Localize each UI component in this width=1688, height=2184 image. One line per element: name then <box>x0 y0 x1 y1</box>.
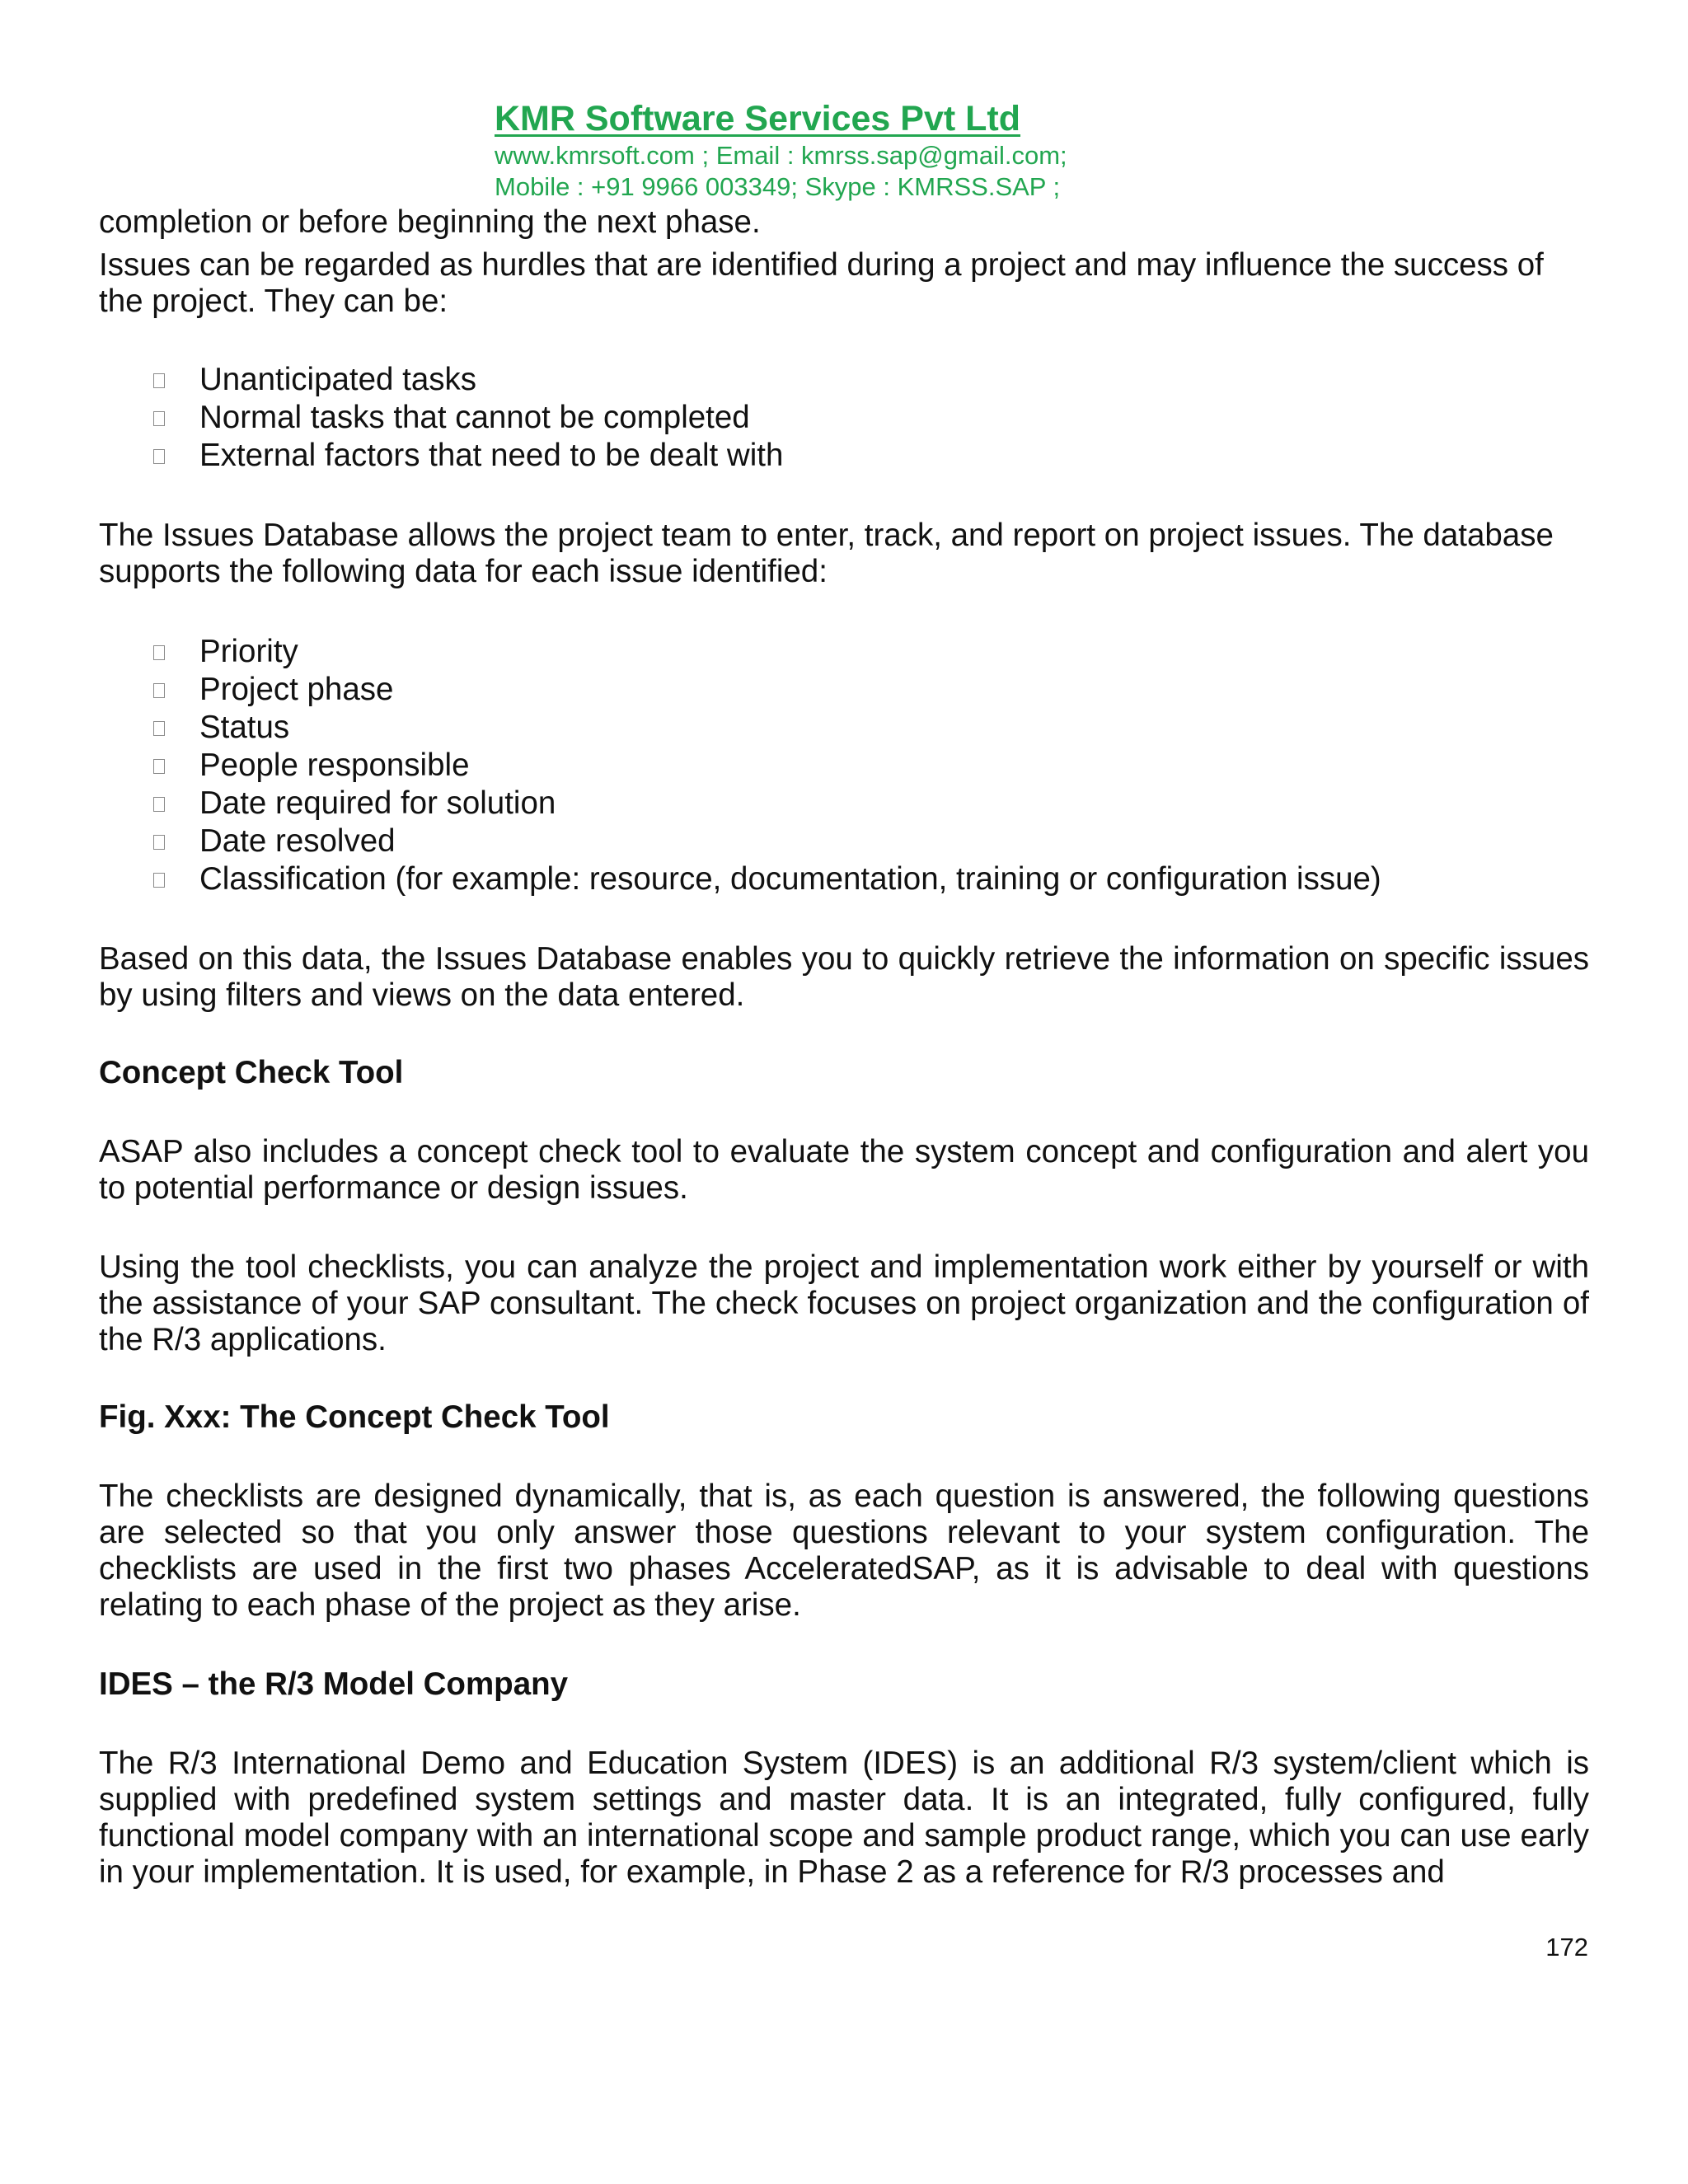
list-item: Unanticipated tasks <box>99 361 1589 399</box>
bullet-box-icon <box>153 721 165 736</box>
list-item: People responsible <box>99 747 1589 785</box>
list-item: Date resolved <box>99 823 1589 860</box>
list-item: External factors that need to be dealt with <box>99 437 1589 475</box>
website-email-line: www.kmrsoft.com ; Email : kmrss.sap@gmail.com; <box>495 141 1067 170</box>
list-item: Priority <box>99 633 1589 671</box>
list-item: Status <box>99 709 1589 747</box>
page-number: 172 <box>1545 1933 1588 1961</box>
bullet-box-icon <box>153 411 165 426</box>
figure-caption: Fig. Xxx: The Concept Check Tool <box>99 1399 610 1435</box>
ides-heading: IDES – the R/3 Model Company <box>99 1666 569 1702</box>
list-item: Date required for solution <box>99 785 1589 823</box>
concept-check-paragraph-1: ASAP also includes a concept check tool to evaluate the system concept and configuration and alert you to potential performance or design issues. <box>99 1134 1589 1206</box>
issue-types-list <box>99 361 1589 475</box>
page-content <box>99 204 1589 1891</box>
concept-check-heading: Concept Check Tool <box>99 1055 404 1090</box>
company-name: KMR Software Services Pvt Ltd <box>495 99 1021 138</box>
bullet-box-icon <box>153 759 165 774</box>
bullet-box-icon <box>153 449 165 464</box>
database-intro-paragraph: The Issues Database allows the project team to enter, track, and report on project issues. The database supports the following data for each issue identified: <box>99 518 1554 589</box>
company-header <box>495 97 1302 203</box>
ides-paragraph: The R/3 International Demo and Education System (IDES) is an additional R/3 system/client which is supplied with predefined system settings and master data. It is an integrated, fully configured, fully functional model company with an international scope and sample product range, which you can use early in your implementation. It is used, for example, in Phase 2 as a reference for R/3 processes and <box>99 1746 1589 1890</box>
bullet-box-icon <box>153 797 165 812</box>
bullet-box-icon <box>153 373 165 388</box>
database-summary-paragraph: Based on this data, the Issues Database enables you to quickly retrieve the information on specific issues by using filters and views on the data entered. <box>99 941 1589 1013</box>
mobile-skype-line: Mobile : +91 9966 003349; Skype : KMRSS.SAP ; <box>495 172 1061 201</box>
bullet-box-icon <box>153 835 165 850</box>
list-item: Project phase <box>99 671 1589 709</box>
bullet-box-icon <box>153 683 165 698</box>
concept-check-paragraph-2: Using the tool checklists, you can analyze the project and implementation work either by yourself or with the assistance of your SAP consultant. The check focuses on project organization and the configuration of the R/3 applications. <box>99 1249 1589 1357</box>
intro-fragment: completion or before beginning the next phase. <box>99 204 761 240</box>
bullet-box-icon <box>153 873 165 888</box>
checklists-paragraph: The checklists are designed dynamically, that is, as each question is answered, the following questions are selected so that you only answer those questions relevant to your system configuration. The checklists are used in the first two phases AcceleratedSAP, as it is advisable to deal with questions relating to each phase of the project as they arise. <box>99 1479 1589 1623</box>
list-item: Normal tasks that cannot be completed <box>99 399 1589 437</box>
list-item: Classification (for example: resource, documentation, training or configuration issue) <box>99 860 1589 898</box>
bullet-box-icon <box>153 645 165 660</box>
issues-intro-paragraph: Issues can be regarded as hurdles that are identified during a project and may influence the success of the project. They can be: <box>99 247 1544 319</box>
database-fields-list <box>99 633 1589 898</box>
